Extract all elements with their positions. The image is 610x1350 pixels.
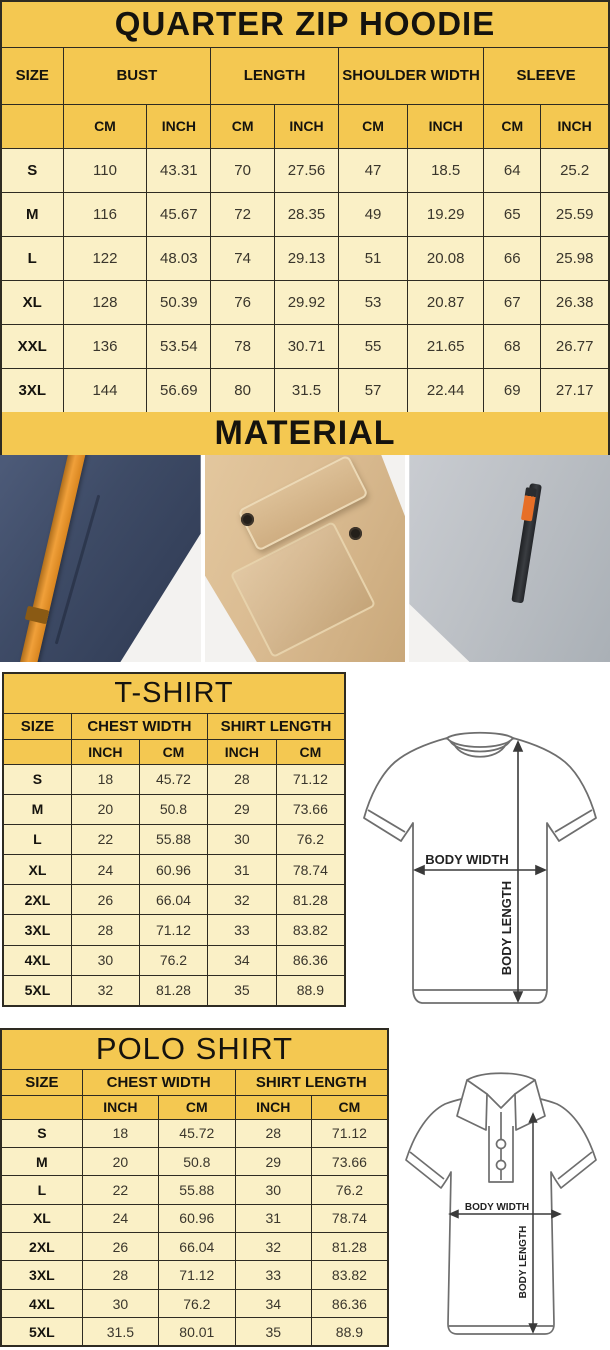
value-cell: 76.2 [276, 824, 345, 854]
material-photos [0, 455, 610, 662]
chest-width-header: CHEST WIDTH [82, 1069, 235, 1095]
value-cell: 20 [82, 1147, 158, 1175]
tshirt-unit-row [3, 739, 345, 764]
body-length-label: BODY LENGTH [518, 1225, 529, 1299]
unit-header: INCH [207, 739, 276, 764]
table-row [1, 1119, 388, 1147]
polo-size-chart [0, 1028, 389, 1347]
value-cell: 55 [338, 325, 407, 369]
value-cell: 81.28 [276, 885, 345, 915]
value-cell: 48.03 [147, 236, 211, 280]
value-cell: 31.5 [275, 369, 339, 413]
value-cell: 34 [235, 1289, 311, 1317]
value-cell: 60.96 [139, 855, 207, 885]
size-cell: 4XL [3, 945, 71, 975]
value-cell: 49 [338, 192, 407, 236]
value-cell: 30 [235, 1176, 311, 1204]
size-header: SIZE [1, 47, 63, 104]
value-cell: 66.04 [139, 885, 207, 915]
empty-cell [3, 739, 71, 764]
size-cell: 2XL [3, 885, 71, 915]
value-cell: 18 [82, 1119, 158, 1147]
unit-header: CM [211, 104, 275, 148]
table-row [1, 148, 609, 192]
value-cell: 53 [338, 281, 407, 325]
size-cell: M [3, 794, 71, 824]
value-cell: 66 [484, 236, 541, 280]
value-cell: 35 [207, 975, 276, 1005]
size-cell: 3XL [1, 369, 63, 413]
hoodie-unit-row [1, 104, 609, 148]
value-cell: 32 [71, 975, 139, 1005]
size-cell: XL [1, 1204, 82, 1232]
value-cell: 80.01 [159, 1318, 236, 1346]
material-title: MATERIAL [214, 414, 396, 452]
tshirt-table-body [3, 764, 345, 1006]
value-cell: 22 [82, 1176, 158, 1204]
value-cell: 27.17 [541, 369, 609, 413]
size-header: SIZE [1, 1069, 82, 1095]
table-row [1, 1204, 388, 1232]
value-cell: 55.88 [159, 1176, 236, 1204]
value-cell: 28 [82, 1261, 158, 1289]
collar-back-line [447, 733, 513, 738]
value-cell: 32 [207, 885, 276, 915]
table-row [1, 1176, 388, 1204]
value-cell: 110 [63, 148, 147, 192]
table-row [3, 885, 345, 915]
shirt-length-header: SHIRT LENGTH [207, 713, 345, 739]
unit-header: CM [338, 104, 407, 148]
body-length-label: BODY LENGTH [499, 880, 514, 976]
shoulder-width-header: SHOULDER WIDTH [338, 47, 483, 104]
value-cell: 30 [207, 824, 276, 854]
empty-cell [1, 1095, 82, 1119]
size-cell: 2XL [1, 1233, 82, 1261]
value-cell: 26 [82, 1233, 158, 1261]
body-width-label: BODY WIDTH [425, 852, 509, 867]
collar-back-line [467, 1073, 535, 1080]
empty-cell [1, 104, 63, 148]
value-cell: 31 [207, 855, 276, 885]
polo-header-row [1, 1069, 388, 1095]
table-row [1, 1289, 388, 1317]
value-cell: 25.59 [541, 192, 609, 236]
polo-button [497, 1161, 506, 1170]
value-cell: 31.5 [82, 1318, 158, 1346]
value-cell: 56.69 [147, 369, 211, 413]
value-cell: 71.12 [311, 1119, 388, 1147]
value-cell: 128 [63, 281, 147, 325]
value-cell: 53.54 [147, 325, 211, 369]
value-cell: 55.88 [139, 824, 207, 854]
value-cell: 50.8 [159, 1147, 236, 1175]
value-cell: 34 [207, 945, 276, 975]
material-photo-gray-zipper [409, 455, 610, 662]
hoodie-header-row [1, 47, 609, 104]
table-row [1, 1318, 388, 1346]
value-cell: 26.38 [541, 281, 609, 325]
value-cell: 83.82 [311, 1261, 388, 1289]
size-cell: XL [3, 855, 71, 885]
value-cell: 30 [71, 945, 139, 975]
table-row [1, 1261, 388, 1289]
value-cell: 83.82 [276, 915, 345, 945]
value-cell: 88.9 [311, 1318, 388, 1346]
hoodie-title-row [1, 1, 609, 47]
value-cell: 116 [63, 192, 147, 236]
value-cell: 47 [338, 148, 407, 192]
unit-header: INCH [71, 739, 139, 764]
value-cell: 32 [235, 1233, 311, 1261]
hoodie-table-body [1, 148, 609, 413]
unit-header: CM [311, 1095, 388, 1119]
value-cell: 86.36 [276, 945, 345, 975]
tshirt-size-chart [2, 672, 346, 1007]
value-cell: 66.04 [159, 1233, 236, 1261]
value-cell: 50.8 [139, 794, 207, 824]
table-row [1, 236, 609, 280]
size-cell: M [1, 1147, 82, 1175]
table-row [3, 915, 345, 945]
value-cell: 35 [235, 1318, 311, 1346]
value-cell: 21.65 [408, 325, 484, 369]
tshirt-header-row [3, 713, 345, 739]
snap-button [241, 513, 254, 526]
unit-header: INCH [408, 104, 484, 148]
value-cell: 25.98 [541, 236, 609, 280]
value-cell: 20.08 [408, 236, 484, 280]
value-cell: 45.72 [139, 764, 207, 794]
shirt-length-header: SHIRT LENGTH [235, 1069, 388, 1095]
value-cell: 18 [71, 764, 139, 794]
value-cell: 51 [338, 236, 407, 280]
value-cell: 81.28 [139, 975, 207, 1005]
value-cell: 73.66 [311, 1147, 388, 1175]
value-cell: 76.2 [311, 1176, 388, 1204]
value-cell: 20 [71, 794, 139, 824]
size-cell: 5XL [3, 975, 71, 1005]
value-cell: 26.77 [541, 325, 609, 369]
value-cell: 28 [207, 764, 276, 794]
table-row [1, 325, 609, 369]
value-cell: 69 [484, 369, 541, 413]
value-cell: 122 [63, 236, 147, 280]
value-cell: 67 [484, 281, 541, 325]
table-row [3, 794, 345, 824]
value-cell: 144 [63, 369, 147, 413]
polo-unit-row [1, 1095, 388, 1119]
length-header: LENGTH [211, 47, 339, 104]
value-cell: 24 [71, 855, 139, 885]
table-row [1, 281, 609, 325]
value-cell: 78 [211, 325, 275, 369]
size-cell: 3XL [3, 915, 71, 945]
value-cell: 20.87 [408, 281, 484, 325]
unit-header: INCH [147, 104, 211, 148]
table-row [1, 369, 609, 413]
value-cell: 136 [63, 325, 147, 369]
value-cell: 80 [211, 369, 275, 413]
size-header: SIZE [3, 713, 71, 739]
value-cell: 73.66 [276, 794, 345, 824]
bust-header: BUST [63, 47, 211, 104]
chest-width-header: CHEST WIDTH [71, 713, 207, 739]
table-row [1, 1147, 388, 1175]
unit-header: INCH [82, 1095, 158, 1119]
value-cell: 74 [211, 236, 275, 280]
size-cell: L [1, 236, 63, 280]
material-photo-khaki-pocket [205, 455, 406, 662]
hoodie-title: QUARTER ZIP HOODIE [1, 1, 609, 47]
unit-header: INCH [275, 104, 339, 148]
unit-header: CM [159, 1095, 236, 1119]
size-cell: S [1, 148, 63, 192]
value-cell: 18.5 [408, 148, 484, 192]
value-cell: 76.2 [159, 1289, 236, 1317]
unit-header: INCH [235, 1095, 311, 1119]
value-cell: 27.56 [275, 148, 339, 192]
value-cell: 57 [338, 369, 407, 413]
unit-header: CM [63, 104, 147, 148]
table-row [1, 1233, 388, 1261]
size-cell: M [1, 192, 63, 236]
table-row [3, 855, 345, 885]
value-cell: 33 [207, 915, 276, 945]
value-cell: 33 [235, 1261, 311, 1289]
value-cell: 25.2 [541, 148, 609, 192]
value-cell: 64 [484, 148, 541, 192]
value-cell: 29 [207, 794, 276, 824]
value-cell: 29.92 [275, 281, 339, 325]
value-cell: 22.44 [408, 369, 484, 413]
value-cell: 29.13 [275, 236, 339, 280]
size-cell: L [3, 824, 71, 854]
value-cell: 24 [82, 1204, 158, 1232]
unit-header: INCH [541, 104, 609, 148]
polo-table [0, 1028, 389, 1347]
value-cell: 78.74 [276, 855, 345, 885]
size-cell: S [3, 764, 71, 794]
body-width-label: BODY WIDTH [464, 1202, 530, 1213]
value-cell: 28.35 [275, 192, 339, 236]
material-banner [0, 412, 610, 455]
value-cell: 45.67 [147, 192, 211, 236]
value-cell: 72 [211, 192, 275, 236]
size-cell: XXL [1, 325, 63, 369]
unit-header: CM [139, 739, 207, 764]
polo-title: POLO SHIRT [1, 1029, 388, 1069]
size-cell: 5XL [1, 1318, 82, 1346]
size-cell: 4XL [1, 1289, 82, 1317]
value-cell: 22 [71, 824, 139, 854]
polo-table-body [1, 1119, 388, 1346]
table-row [3, 945, 345, 975]
unit-header: CM [276, 739, 345, 764]
polo-title-row [1, 1029, 388, 1069]
value-cell: 71.12 [139, 915, 207, 945]
polo-button [497, 1140, 506, 1149]
value-cell: 71.12 [276, 764, 345, 794]
size-cell: L [1, 1176, 82, 1204]
value-cell: 86.36 [311, 1289, 388, 1317]
value-cell: 60.96 [159, 1204, 236, 1232]
hoodie-size-chart [0, 0, 610, 414]
value-cell: 81.28 [311, 1233, 388, 1261]
value-cell: 65 [484, 192, 541, 236]
hoodie-table [0, 0, 610, 414]
value-cell: 28 [71, 915, 139, 945]
sleeve-header: SLEEVE [484, 47, 609, 104]
unit-header: CM [484, 104, 541, 148]
tshirt-title: T-SHIRT [3, 673, 345, 713]
gray-fleece-fabric [409, 455, 610, 662]
value-cell: 70 [211, 148, 275, 192]
size-cell: S [1, 1119, 82, 1147]
polo-measurement-diagram [393, 1062, 610, 1350]
value-cell: 88.9 [276, 975, 345, 1005]
value-cell: 45.72 [159, 1119, 236, 1147]
material-photo-navy-drawstring [0, 455, 201, 662]
value-cell: 30 [82, 1289, 158, 1317]
table-row [3, 824, 345, 854]
value-cell: 76 [211, 281, 275, 325]
value-cell: 26 [71, 885, 139, 915]
value-cell: 50.39 [147, 281, 211, 325]
value-cell: 31 [235, 1204, 311, 1232]
size-cell: XL [1, 281, 63, 325]
value-cell: 78.74 [311, 1204, 388, 1232]
value-cell: 68 [484, 325, 541, 369]
value-cell: 76.2 [139, 945, 207, 975]
tshirt-title-row [3, 673, 345, 713]
value-cell: 30.71 [275, 325, 339, 369]
size-cell: 3XL [1, 1261, 82, 1289]
tshirt-measurement-diagram [355, 718, 607, 1018]
value-cell: 71.12 [159, 1261, 236, 1289]
table-row [3, 975, 345, 1005]
value-cell: 28 [235, 1119, 311, 1147]
tshirt-table [2, 672, 346, 1007]
value-cell: 19.29 [408, 192, 484, 236]
value-cell: 43.31 [147, 148, 211, 192]
table-row [1, 192, 609, 236]
value-cell: 29 [235, 1147, 311, 1175]
table-row [3, 764, 345, 794]
